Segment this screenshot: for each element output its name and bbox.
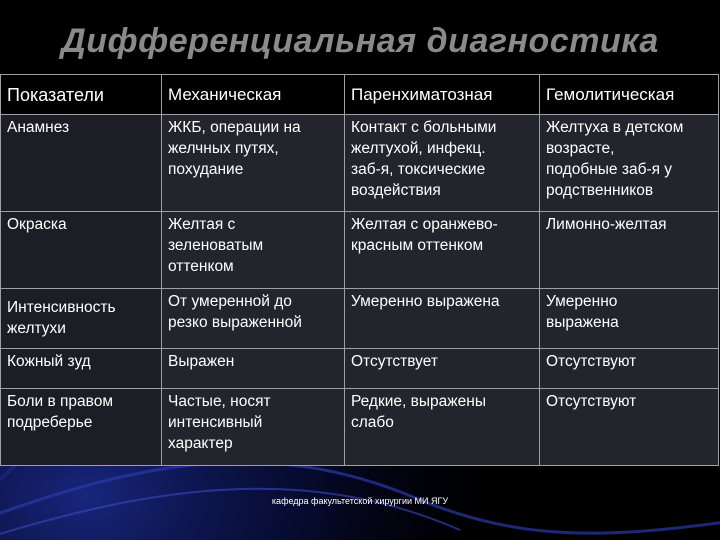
table-cell: ЖКБ, операции на желчных путях, похудание xyxy=(162,115,345,212)
table-cell: Редкие, выражены слабо xyxy=(345,389,540,466)
table-cell: Отсутствуют xyxy=(540,349,719,389)
row-label: Анамнез xyxy=(1,115,162,212)
table-cell: Желтая с зеленоватым оттенком xyxy=(162,212,345,289)
table-cell: Выражен xyxy=(162,349,345,389)
table-cell: Лимонно-желтая xyxy=(540,212,719,289)
table-row xyxy=(1,349,719,389)
table-row xyxy=(1,289,719,349)
table-cell: Контакт с больными желтухой, инфекц. заб-я, токсические воздействия xyxy=(345,115,540,212)
table-cell: Умеренно выражена xyxy=(345,289,540,349)
row-label: Окраска xyxy=(1,212,162,289)
table-cell: Отсутствуют xyxy=(540,389,719,466)
table-header-row xyxy=(1,75,719,115)
table-row xyxy=(1,212,719,289)
row-label: Интенсивность желтухи xyxy=(1,289,162,349)
slide-title: Дифференциальная диагностика xyxy=(61,22,659,60)
table-row xyxy=(1,115,719,212)
table-cell: От умеренной до резко выраженной xyxy=(162,289,345,349)
table-row xyxy=(1,389,719,466)
header-cell: Механическая xyxy=(162,75,345,115)
diagnosis-table xyxy=(0,74,719,466)
header-cell: Показатели xyxy=(1,75,162,115)
row-label: Боли в правом подреберье xyxy=(1,389,162,466)
table-cell: Желтуха в детском возрасте, подобные заб-я у родственников xyxy=(540,115,719,212)
table-cell: Умеренно выражена xyxy=(540,289,719,349)
header-cell: Гемолитическая xyxy=(540,75,719,115)
table-cell: Отсутствует xyxy=(345,349,540,389)
row-label: Кожный зуд xyxy=(1,349,162,389)
table-cell: Желтая с оранжево- красным оттенком xyxy=(345,212,540,289)
header-cell: Паренхиматозная xyxy=(345,75,540,115)
table-cell: Частые, носят интенсивный характер xyxy=(162,389,345,466)
slide-footer: кафедра факультетской хирургии МИ ЯГУ xyxy=(271,496,449,506)
